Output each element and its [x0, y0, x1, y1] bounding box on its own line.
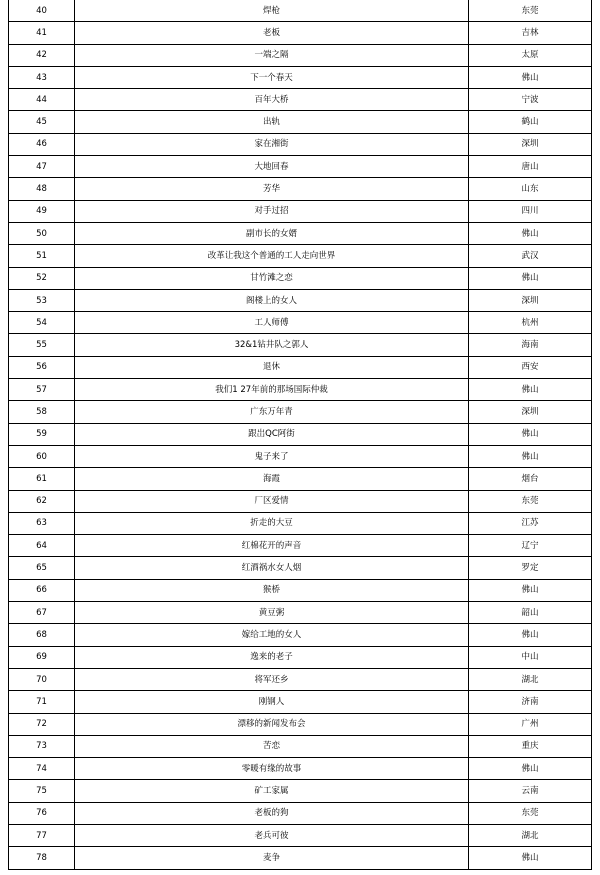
table-row [9, 802, 592, 824]
entry-title: 矿工家属 [75, 780, 469, 802]
entry-title: 厂区爱情 [75, 490, 469, 512]
table-row [9, 267, 592, 289]
table-row [9, 423, 592, 445]
entry-title: 零暖有缘的故事 [75, 758, 469, 780]
table-row [9, 200, 592, 222]
row-number: 61 [9, 468, 75, 490]
entry-title: 海霞 [75, 468, 469, 490]
table-row [9, 156, 592, 178]
entry-city: 佛山 [469, 222, 592, 244]
entry-title: 芳华 [75, 178, 469, 200]
entry-city: 深圳 [469, 289, 592, 311]
entry-city: 佛山 [469, 624, 592, 646]
entry-title: 黄豆粥 [75, 602, 469, 624]
entry-city: 佛山 [469, 445, 592, 467]
entry-city: 西安 [469, 356, 592, 378]
row-number: 45 [9, 111, 75, 133]
table-row [9, 178, 592, 200]
row-number: 44 [9, 89, 75, 111]
table-row [9, 111, 592, 133]
table-row [9, 847, 592, 869]
table-row [9, 66, 592, 88]
entry-title: 下一个春天 [75, 66, 469, 88]
entry-title: 改革让我这个普通的工人走向世界 [75, 245, 469, 267]
table-row [9, 468, 592, 490]
entry-title: 麦争 [75, 847, 469, 869]
entry-city: 佛山 [469, 66, 592, 88]
entry-city: 佛山 [469, 423, 592, 445]
row-number: 54 [9, 312, 75, 334]
table-row [9, 289, 592, 311]
table-row [9, 379, 592, 401]
row-number: 71 [9, 691, 75, 713]
row-number: 59 [9, 423, 75, 445]
table-row [9, 602, 592, 624]
row-number: 63 [9, 512, 75, 534]
entry-title: 红酒祸水女人烟 [75, 557, 469, 579]
entry-title: 刚钢人 [75, 691, 469, 713]
table-row [9, 133, 592, 155]
entry-city: 云南 [469, 780, 592, 802]
entry-city: 四川 [469, 200, 592, 222]
table-row [9, 356, 592, 378]
row-number: 55 [9, 334, 75, 356]
entry-city: 吉林 [469, 22, 592, 44]
entry-title: 退休 [75, 356, 469, 378]
row-number: 43 [9, 66, 75, 88]
table-row [9, 22, 592, 44]
entry-city: 东莞 [469, 490, 592, 512]
table-row [9, 445, 592, 467]
row-number: 41 [9, 22, 75, 44]
row-number: 60 [9, 445, 75, 467]
table-row [9, 579, 592, 601]
row-number: 74 [9, 758, 75, 780]
entry-city: 辽宁 [469, 535, 592, 557]
entry-city: 中山 [469, 646, 592, 668]
table-row [9, 668, 592, 690]
entry-title: 工人师傅 [75, 312, 469, 334]
row-number: 58 [9, 401, 75, 423]
entry-city: 江苏 [469, 512, 592, 534]
entry-city: 唐山 [469, 156, 592, 178]
entry-city: 佛山 [469, 379, 592, 401]
table-row [9, 490, 592, 512]
table-row [9, 557, 592, 579]
table-row [9, 780, 592, 802]
table-row [9, 512, 592, 534]
entry-title: 甘竹滩之恋 [75, 267, 469, 289]
table-row [9, 312, 592, 334]
entry-title: 百年大桥 [75, 89, 469, 111]
entry-title: 老板的狗 [75, 802, 469, 824]
entry-city: 东莞 [469, 0, 592, 22]
row-number: 78 [9, 847, 75, 869]
entry-title: 猴桥 [75, 579, 469, 601]
table-row [9, 758, 592, 780]
entry-title: 嫁给工地的女人 [75, 624, 469, 646]
table-row [9, 334, 592, 356]
entry-city: 湖北 [469, 668, 592, 690]
entry-city: 烟台 [469, 468, 592, 490]
table-row [9, 401, 592, 423]
entry-title: 焊枪 [75, 0, 469, 22]
entry-city: 宁波 [469, 89, 592, 111]
row-number: 52 [9, 267, 75, 289]
table-row [9, 646, 592, 668]
entry-title: 逸来的老子 [75, 646, 469, 668]
row-number: 75 [9, 780, 75, 802]
row-number: 66 [9, 579, 75, 601]
row-number: 50 [9, 222, 75, 244]
row-number: 70 [9, 668, 75, 690]
table-row [9, 535, 592, 557]
entry-title: 副市长的女婿 [75, 222, 469, 244]
table-row [9, 44, 592, 66]
entry-city: 重庆 [469, 735, 592, 757]
entry-city: 深圳 [469, 401, 592, 423]
entry-city: 佛山 [469, 579, 592, 601]
row-number: 64 [9, 535, 75, 557]
entry-title: 苦恋 [75, 735, 469, 757]
entry-table [8, 0, 592, 870]
entry-title: 将军还乡 [75, 668, 469, 690]
entry-city: 杭州 [469, 312, 592, 334]
entry-title: 32&1钻井队之郭人 [75, 334, 469, 356]
entry-title: 对手过招 [75, 200, 469, 222]
entry-title: 红棉花开的声音 [75, 535, 469, 557]
row-number: 40 [9, 0, 75, 22]
table-row [9, 245, 592, 267]
entry-title: 鬼子来了 [75, 445, 469, 467]
row-number: 48 [9, 178, 75, 200]
entry-city: 佛山 [469, 267, 592, 289]
row-number: 62 [9, 490, 75, 512]
row-number: 49 [9, 200, 75, 222]
entry-title: 跟岀QC阿街 [75, 423, 469, 445]
entry-title: 老板 [75, 22, 469, 44]
entry-city: 佛山 [469, 758, 592, 780]
entry-city: 东莞 [469, 802, 592, 824]
table-row [9, 222, 592, 244]
entry-city: 海南 [469, 334, 592, 356]
entry-title: 我们1 27年前的那场国际仲裁 [75, 379, 469, 401]
table-row [9, 691, 592, 713]
table-row [9, 713, 592, 735]
entry-list-sheet [8, 0, 591, 870]
row-number: 65 [9, 557, 75, 579]
entry-city: 武汉 [469, 245, 592, 267]
entry-city: 深圳 [469, 133, 592, 155]
table-row [9, 89, 592, 111]
entry-title: 大地回春 [75, 156, 469, 178]
row-number: 46 [9, 133, 75, 155]
entry-title: 漂移的新闻发布会 [75, 713, 469, 735]
entry-title: 广东万年青 [75, 401, 469, 423]
entry-city: 韶山 [469, 602, 592, 624]
entry-title: 老兵可彼 [75, 824, 469, 846]
entry-city: 太原 [469, 44, 592, 66]
entry-title: 折走的大豆 [75, 512, 469, 534]
entry-city: 鹤山 [469, 111, 592, 133]
entry-title: 出轨 [75, 111, 469, 133]
row-number: 53 [9, 289, 75, 311]
row-number: 47 [9, 156, 75, 178]
row-number: 76 [9, 802, 75, 824]
row-number: 68 [9, 624, 75, 646]
row-number: 57 [9, 379, 75, 401]
entry-city: 广州 [469, 713, 592, 735]
entry-title: 家在湘街 [75, 133, 469, 155]
entry-title: 一端之隔 [75, 44, 469, 66]
row-number: 72 [9, 713, 75, 735]
row-number: 73 [9, 735, 75, 757]
row-number: 77 [9, 824, 75, 846]
table-row [9, 624, 592, 646]
entry-title: 阁楼上的女人 [75, 289, 469, 311]
row-number: 51 [9, 245, 75, 267]
row-number: 56 [9, 356, 75, 378]
row-number: 67 [9, 602, 75, 624]
entry-city: 湖北 [469, 824, 592, 846]
entry-city: 山东 [469, 178, 592, 200]
table-row [9, 0, 592, 22]
table-row [9, 735, 592, 757]
row-number: 42 [9, 44, 75, 66]
row-number: 69 [9, 646, 75, 668]
entry-city: 罗定 [469, 557, 592, 579]
entry-city: 佛山 [469, 847, 592, 869]
entry-table-body [9, 0, 592, 869]
table-row [9, 824, 592, 846]
entry-city: 济南 [469, 691, 592, 713]
